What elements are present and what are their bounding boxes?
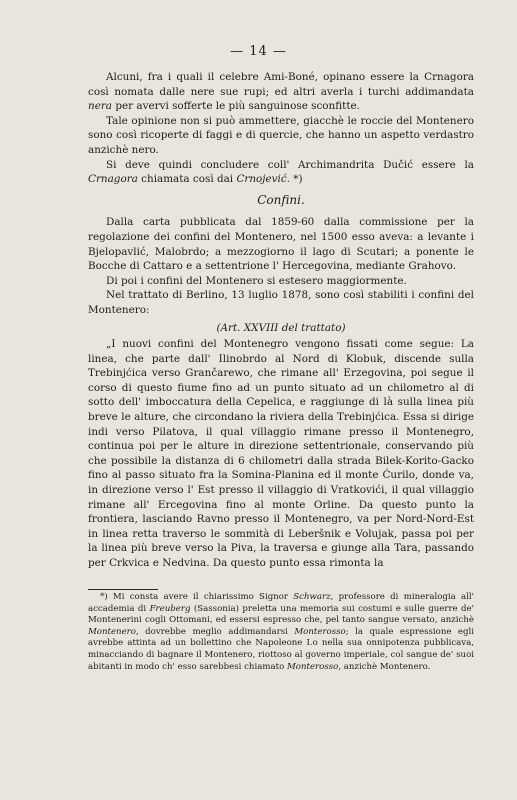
text-run: per avervi sofferte le più sanguinose sconfitte. bbox=[112, 100, 360, 113]
paragraph-conclusion bbox=[88, 158, 474, 187]
page-number: — 14 — bbox=[230, 44, 287, 59]
treaty-quote: „I nuovi confini del Montenegro vengono fissati come segue: La linea, che parte dall' Ilinobrdo al Nord di Klobuk, discende sulla Trebinjćica verso Grančarewo, che rimane all' Erzegovina, poi segue il corso di questo fiume fino ad un punto situato ad un chilometro al di sotto dell' imboccatura della Cepelica, e raggiunge di là sulla linea più breve le alture, che circondano la riviera della Trebinjćica. Essa si dirige indi verso Pilatova, il qual villaggio rimane presso il Montenegro, continua poi per le alture in direzione settentrionale, conservando più che possibile la distanza di 6 chilometri dalla strada Bilek-Korito-Gacko fino al passo situato fra la Somina-Planina ed il monte Ćurilo, donde va, in direzione verso l' Est presso il villaggio di Vratkovići, il qual villaggio rimane all' Ercegovina fino al monte Orline. Da questo punto la frontiera, lasciando Ravno presso il Montenegro, va per Nord-Nord-Est in linea retta traverso le sommità di Leberšnik e Volujak, passa poi per la linea più breve verso la Piva, la traversa e giunge alla Tara, passando per Crkvica e Nedvina. Da questo punto essa rimonta la bbox=[88, 338, 474, 569]
paragraph-opinion: Tale opinione non si può ammettere, giacchè le roccie del Montenero sono così ricoperte di faggi e di quercie, che hanno un aspetto verdastro anzichè nero. bbox=[88, 114, 474, 156]
text-run: Alcuni, fra i quali il celebre Ami-Boné, opinano essere la Crnagora così nomata dalle nere sue rupi; ed altri averla i turchi addimandata bbox=[88, 71, 474, 98]
text-run: , anzichè Montenero. bbox=[338, 661, 431, 672]
footnote-divider bbox=[88, 589, 158, 590]
paragraph-extension: Di poi i confini del Montenero si estesero maggiormente. bbox=[106, 274, 407, 287]
footnote-text bbox=[88, 592, 474, 673]
italic-run: Freuberg bbox=[149, 603, 191, 614]
text-run: Si deve quindi concludere coll' Archimandrita Dučić essere la bbox=[106, 158, 474, 171]
italic-run: Crnagora bbox=[88, 173, 138, 186]
text-run: ; la quale espressione egli avrebbe attinta ad un bollettino che Napoleone I.o nella sua onnipotenza pubblicava, minacciando di bagnare il Montenero, riottoso al governo imperiale, col sangue de' suoi abitanti in modo ch' esso sarebbesi chiamato bbox=[88, 626, 474, 672]
italic-run: Crnojević bbox=[236, 173, 287, 186]
italic-run: nera bbox=[88, 100, 113, 113]
section-heading: Confini. bbox=[257, 192, 305, 207]
italic-run: Monterosso bbox=[294, 626, 346, 637]
italic-run: Monterosso bbox=[286, 661, 339, 672]
italic-run: Schwarz bbox=[293, 592, 331, 602]
text-run: chiamata così dai bbox=[137, 173, 237, 186]
text-run: , professore di mineralogia all' accademia di bbox=[88, 592, 474, 614]
article-heading: (Art. XXVIII del trattato) bbox=[216, 321, 346, 334]
text-run: , dovrebbe meglio addimandarsi bbox=[135, 626, 295, 637]
text-run: *) Mi consta avere il chiarissimo Signor bbox=[100, 592, 294, 602]
paragraph-treaty: Nel trattato di Berlino, 13 luglio 1878, sono così stabiliti i confini del Montenero: bbox=[88, 289, 474, 316]
paragraph-origin-name bbox=[88, 70, 474, 114]
footnote bbox=[88, 592, 474, 673]
main-text bbox=[88, 70, 474, 571]
text-run: (Sassonia) preletta una memoria sui costumi e sulle guerre de' Montenerini cogli Ottomani, ed essersi espresso che, pel tanto sangue versato, anzichè bbox=[88, 603, 475, 626]
italic-run: Montenero bbox=[88, 626, 136, 637]
text-run: . *) bbox=[286, 173, 303, 186]
paragraph-map: Dalla carta pubblicata dal 1859-60 dalla commissione per la regolazione dei confini del Montenero, nel 1500 esso aveva: a levante i Bjelopavlić, Malobrdo; a mezzogiorno il lago di Scutari; a ponente le Bocche di Cattaro e a settentrione l' Hercegovina, mediante Grahovo. bbox=[88, 216, 474, 273]
